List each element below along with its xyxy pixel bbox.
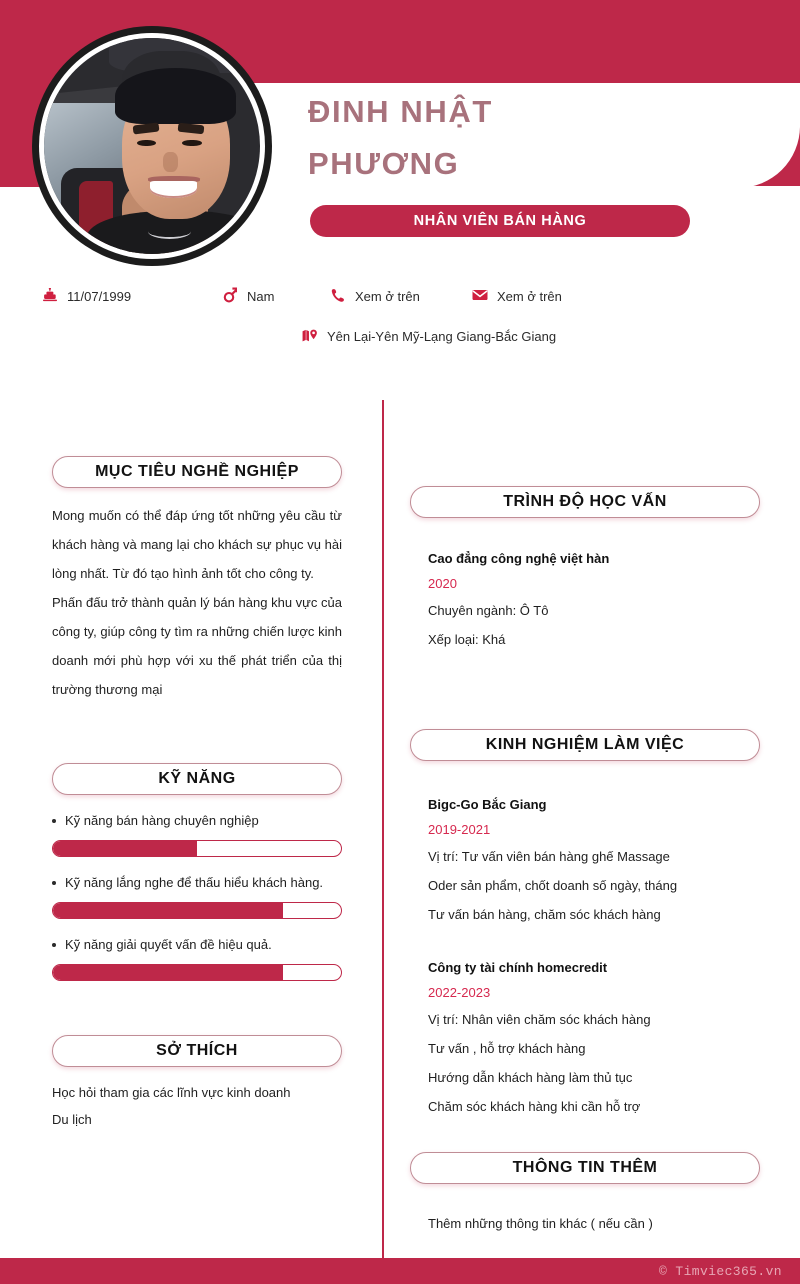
skill-label-row [52, 935, 342, 955]
experience-period: 2019-2021 [428, 822, 491, 837]
section-objective [52, 456, 342, 704]
objective-paragraph-1: Mong muốn có thể đáp ứng tốt những yêu cầu từ khách hàng và mang lại cho khách sự phục vụ hài lòng nhất. Từ đó tạo hình ảnh tốt cho công ty. [52, 508, 342, 581]
contact-phone-value: Xem ở trên [355, 289, 420, 304]
skill-bar [52, 840, 342, 857]
hobby-line-1: Học hỏi tham gia các lĩnh vực kinh doanh [52, 1085, 291, 1100]
section-objective-header [52, 456, 342, 488]
skill-bar-fill [53, 903, 283, 918]
section-experience-title: KINH NGHIỆM LÀM VIỆC [485, 736, 685, 753]
section-skills-header [52, 763, 342, 795]
name-line-1: ĐINH NHẬT [308, 94, 493, 129]
additional-text: Thêm những thông tin khác ( nếu cần ) [428, 1216, 653, 1231]
section-additional-title: THÔNG TIN THÊM [512, 1159, 658, 1176]
bullet-icon [52, 943, 56, 947]
experience-detail: Hướng dẫn khách hàng làm thủ tục [428, 1070, 633, 1085]
section-experience [410, 729, 760, 1121]
experience-detail: Tư vấn , hỗ trợ khách hàng [428, 1041, 586, 1056]
education-grade: Xếp loại: Khá [428, 632, 506, 647]
section-education-title: TRÌNH ĐỘ HỌC VẤN [503, 493, 667, 510]
experience-detail: Vị trí: Nhân viên chăm sóc khách hàng [428, 1012, 651, 1027]
phone-icon [330, 286, 346, 304]
experience-detail: Chăm sóc khách hàng khi cần hỗ trợ [428, 1099, 641, 1114]
contact-address-value: Yên Lại-Yên Mỹ-Lạng Giang-Bắc Giang [327, 329, 557, 344]
footer-copyright: © Timviec365.vn [658, 1263, 782, 1279]
skill-label-row [52, 873, 342, 893]
experience-company: Bigc-Go Bắc Giang [428, 797, 547, 812]
section-additional-header [410, 1152, 760, 1184]
section-hobbies-title: SỞ THÍCH [156, 1042, 238, 1059]
envelope-icon [472, 286, 488, 304]
experience-detail: Vị trí: Tư vấn viên bán hàng ghế Massage [428, 849, 670, 864]
experience-detail: Tư vấn bán hàng, chăm sóc khách hàng [428, 907, 661, 922]
objective-paragraph-2: Phấn đấu trở thành quản lý bán hàng khu vực của công ty, giúp công ty tìm ra những chiến lược kinh doanh mới phù hợp với xu thế phát triển của thị trường thương mại [52, 595, 342, 697]
skill-label: Kỹ năng giải quyết vấn đề hiệu quả. [65, 937, 272, 952]
contact-gender [222, 286, 274, 307]
skill-item [52, 935, 342, 981]
section-skills-title: KỸ NĂNG [158, 770, 236, 787]
experience-entry [410, 792, 760, 929]
name-line-2: PHƯƠNG [308, 146, 460, 181]
skill-bar [52, 964, 342, 981]
experience-entry [410, 955, 760, 1121]
contact-gender-value: Nam [247, 289, 275, 304]
skill-label: Kỹ năng lắng nghe để thấu hiểu khách hàng. [65, 875, 324, 890]
footer-bar [0, 1258, 800, 1284]
contact-address [302, 326, 582, 347]
bullet-icon [52, 819, 56, 823]
gender-icon [222, 286, 238, 304]
contact-birthday-value: 11/07/1999 [67, 289, 132, 304]
education-entry [410, 546, 760, 654]
contact-phone[interactable] [330, 286, 420, 307]
education-school: Cao đẳng công nghệ việt hàn [428, 551, 610, 566]
profile-photo [44, 38, 260, 254]
skill-item [52, 811, 342, 857]
cake-icon [42, 286, 58, 304]
skill-label: Kỹ năng bán hàng chuyên nghiệp [65, 813, 259, 828]
education-year: 2020 [428, 576, 457, 591]
education-major: Chuyên ngành: Ô Tô [428, 603, 549, 618]
skill-bar-fill [53, 965, 283, 980]
experience-detail: Oder sản phẩm, chốt doanh số ngày, tháng [428, 878, 678, 893]
skill-label-row [52, 811, 342, 831]
section-hobbies-header [52, 1035, 342, 1067]
experience-period: 2022-2023 [428, 985, 491, 1000]
skill-item [52, 873, 342, 919]
contact-email[interactable] [472, 286, 562, 307]
candidate-name [308, 86, 728, 190]
hobby-line-2: Du lịch [52, 1112, 92, 1127]
contact-birthday [42, 286, 131, 307]
contact-email-value: Xem ở trên [497, 289, 562, 304]
section-objective-title: MỤC TIÊU NGHỀ NGHIỆP [95, 463, 299, 480]
bullet-icon [52, 881, 56, 885]
job-title-badge [310, 205, 690, 237]
section-skills [52, 763, 342, 981]
avatar [32, 26, 272, 266]
section-education [410, 486, 760, 654]
job-title-label: NHÂN VIÊN BÁN HÀNG [413, 213, 587, 229]
avatar-inner-ring [39, 33, 265, 259]
skill-bar [52, 902, 342, 919]
section-education-header [410, 486, 760, 518]
map-marker-icon [302, 326, 318, 344]
section-experience-header [410, 729, 760, 761]
column-divider [382, 400, 384, 1260]
section-additional [410, 1152, 760, 1238]
section-hobbies [52, 1035, 342, 1133]
skill-bar-fill [53, 841, 197, 856]
experience-company: Công ty tài chính homecredit [428, 960, 608, 975]
